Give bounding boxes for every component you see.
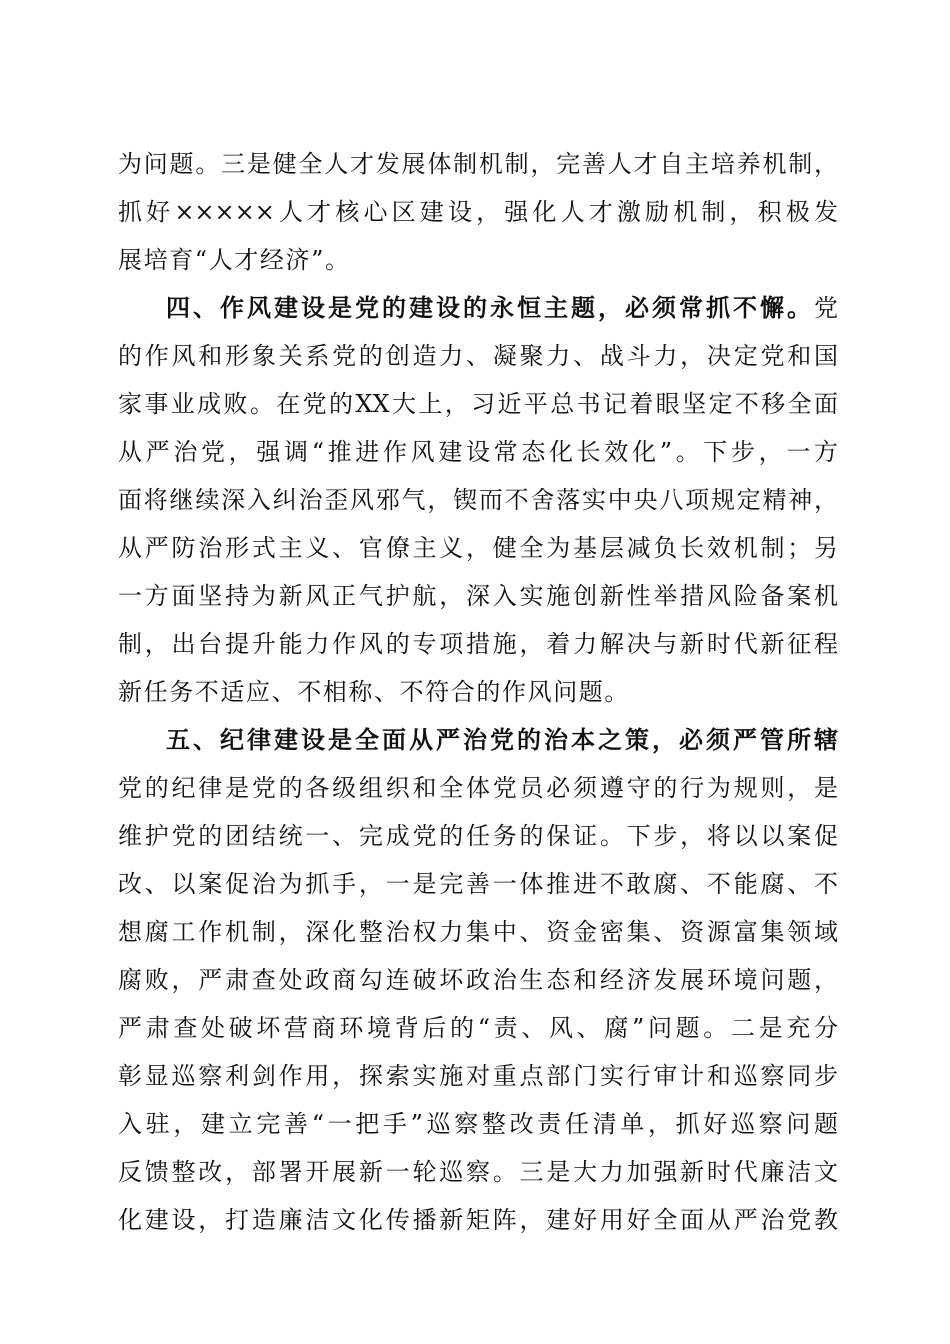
text-line: 维护党的团结统一、完成党的任务的保证。下步，将以以案促 <box>118 822 838 850</box>
text-line: 从严防治形式主义、官僚主义，健全为基层减负长效机制；另 <box>118 534 838 562</box>
text-line: 反馈整改，部署开展新一轮巡察。三是大力加强新时代廉洁文 <box>118 1158 838 1186</box>
text-line: 腐败，严肃查处政商勾连破坏政治生态和经济发展环境问题， <box>118 966 838 994</box>
text-line: 一方面坚持为新风正气护航，深入实施创新性举措风险备案机 <box>118 582 838 610</box>
text-line: 家事业成败。在党的XX大上，习近平总书记着眼坚定不移全面 <box>118 390 838 418</box>
section-5-heading: 五、纪律建设是全面从严治党的治本之策，必须严管所辖 <box>166 725 838 754</box>
text-line: 为问题。三是健全人才发展体制机制，完善人才自主培养机制， <box>118 150 838 178</box>
text-line: 入驻，建立完善“一把手”巡察整改责任清单，抓好巡察问题 <box>118 1110 838 1138</box>
section-4-heading-line <box>118 284 838 332</box>
text-line: 党的纪律是党的各级组织和全体党员必须遵守的行为规则，是 <box>118 774 838 802</box>
document-body <box>118 140 838 1244</box>
text-line: 抓好×××××人才核心区建设，强化人才激励机制，积极发 <box>118 198 838 226</box>
text-line: 从严治党，强调“推进作风建设常态化长效化”。下步，一方 <box>118 438 838 466</box>
section-5-heading-line <box>118 716 838 764</box>
section-4-lead: 党 <box>814 294 838 322</box>
text-line: 展培育“人才经济”。 <box>118 246 351 274</box>
text-line: 制，出台提升能力作风的专项措施，着力解决与新时代新征程 <box>118 630 838 658</box>
text-line: 彰显巡察利剑作用，探索实施对重点部门实行审计和巡察同步 <box>118 1062 838 1090</box>
section-4-heading: 四、作风建设是党的建设的永恒主题，必须常抓不懈。 <box>166 293 814 322</box>
text-line: 新任务不适应、不相称、不符合的作风问题。 <box>118 678 630 706</box>
text-line: 严肃查处破坏营商环境背后的“责、风、腐”问题。二是充分 <box>118 1014 838 1042</box>
text-line: 改、以案促治为抓手，一是完善一体推进不敢腐、不能腐、不 <box>118 870 838 898</box>
text-line: 的作风和形象关系党的创造力、凝聚力、战斗力，决定党和国 <box>118 342 838 370</box>
text-line: 面将继续深入纠治歪风邪气，锲而不舍落实中央八项规定精神， <box>118 486 838 514</box>
text-line: 想腐工作机制，深化整治权力集中、资金密集、资源富集领域 <box>118 918 838 946</box>
text-line: 化建设，打造廉洁文化传播新矩阵，建好用好全面从严治党教 <box>118 1206 838 1234</box>
